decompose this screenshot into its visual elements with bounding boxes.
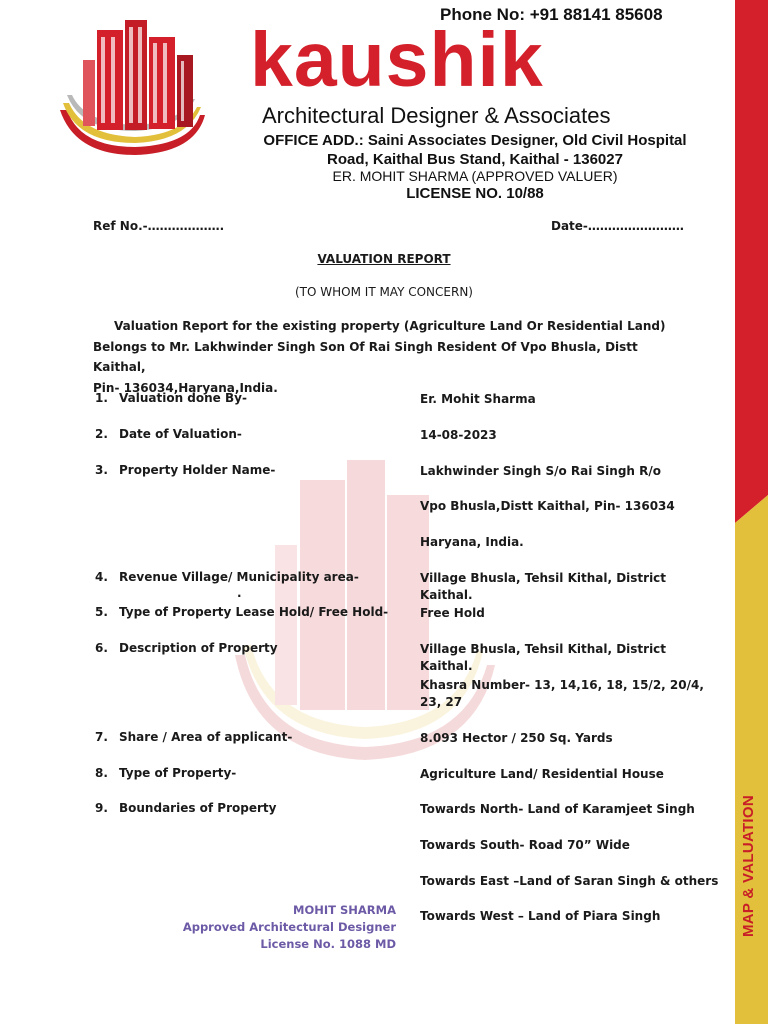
- side-strip-yellow-top: [735, 495, 768, 523]
- valuer-name: ER. MOHIT SHARMA (APPROVED VALUER): [332, 168, 618, 184]
- signature-name: MOHIT SHARMA: [293, 903, 396, 917]
- item-label: Type of Property Lease Hold/ Free Hold-: [119, 605, 389, 619]
- item-number: 2.: [95, 427, 108, 441]
- item-value: 14-08-2023: [420, 428, 497, 442]
- item-value: Vpo Bhusla,Distt Kaithal, Pin- 136034: [420, 499, 675, 513]
- item-value: Towards South- Road 70” Wide: [420, 838, 630, 852]
- item-label: Boundaries of Property: [119, 801, 277, 815]
- intro-line1: Valuation Report for the existing property (Agriculture Land Or Residential Land): [114, 319, 666, 333]
- item-label: Valuation done By-: [119, 391, 247, 405]
- item-label: Revenue Village/ Municipality area-: [119, 570, 359, 584]
- item-label: Share / Area of applicant-: [119, 730, 293, 744]
- item-value: Khasra Number- 13, 14,16, 18, 15/2, 20/4, 23, 27: [420, 678, 704, 709]
- office-address-line2: Road, Kaithal Bus Stand, Kaithal - 136027: [327, 151, 623, 168]
- stray-dot: .: [237, 586, 242, 600]
- intro-line2: Belongs to Mr. Lakhwinder Singh Son Of Rai Singh Resident Of Vpo Bhusla, Distt Kaithal,: [93, 339, 638, 374]
- signature-stamp: [180, 902, 396, 953]
- side-strip-yellow: [735, 523, 768, 1024]
- item-label: Property Holder Name-: [119, 463, 276, 477]
- phone-number: Phone No: +91 88141 85608: [440, 5, 663, 24]
- item-value: Towards West – Land of Piara Singh: [420, 909, 661, 923]
- item-number: 6.: [95, 641, 108, 655]
- office-address-line1: OFFICE ADD.: Saini Associates Designer, Old Civil Hospital: [263, 132, 687, 149]
- item-number: 3.: [95, 463, 108, 477]
- license-number: LICENSE NO. 10/88: [406, 185, 544, 202]
- signature-license: License No. 1088 MD: [260, 937, 396, 951]
- report-date: Date-……………………: [551, 219, 684, 233]
- item-number: 1.: [95, 391, 108, 405]
- item-value: Haryana, India.: [420, 535, 524, 549]
- building-logo-icon: [55, 15, 215, 165]
- ref-number: Ref No.-……………….: [93, 219, 225, 233]
- item-value: Towards East –Land of Saran Singh & others: [420, 874, 719, 888]
- side-strip-red: [735, 0, 768, 495]
- item-number: 7.: [95, 730, 108, 744]
- item-number: 9.: [95, 801, 108, 815]
- signature-title: Approved Architectural Designer: [182, 920, 396, 934]
- report-concern: (TO WHOM IT MAY CONCERN): [295, 285, 473, 299]
- report-intro: [93, 316, 683, 398]
- item-label: Type of Property-: [119, 766, 237, 780]
- item-value: Lakhwinder Singh S/o Rai Singh R/o: [420, 464, 661, 478]
- item-value: Village Bhusla, Tehsil Kithal, District Kaithal.: [420, 571, 667, 602]
- item-value: Agriculture Land/ Residential House: [420, 767, 664, 781]
- item-value: Free Hold: [420, 606, 485, 620]
- report-title: VALUATION REPORT: [317, 252, 451, 266]
- intro-line3: Pin- 136034,Haryana,India.: [93, 380, 278, 395]
- item-number: 5.: [95, 605, 108, 619]
- item-number: 8.: [95, 766, 108, 780]
- brand-tagline: Architectural Designer & Associates: [262, 103, 611, 128]
- item-label: Description of Property: [119, 641, 278, 655]
- office-address: [235, 131, 715, 169]
- item-value: Er. Mohit Sharma: [420, 392, 536, 406]
- item-value: Village Bhusla, Tehsil Kithal, District Kaithal.: [420, 642, 667, 673]
- brand-name: kaushik: [250, 17, 544, 103]
- side-strip-label: MAP & VALUATION: [740, 795, 757, 937]
- item-number: 4.: [95, 570, 108, 584]
- item-value: 8.093 Hector / 250 Sq. Yards: [420, 731, 613, 745]
- item-label: Date of Valuation-: [119, 427, 242, 441]
- item-value: Towards North- Land of Karamjeet Singh: [420, 802, 695, 816]
